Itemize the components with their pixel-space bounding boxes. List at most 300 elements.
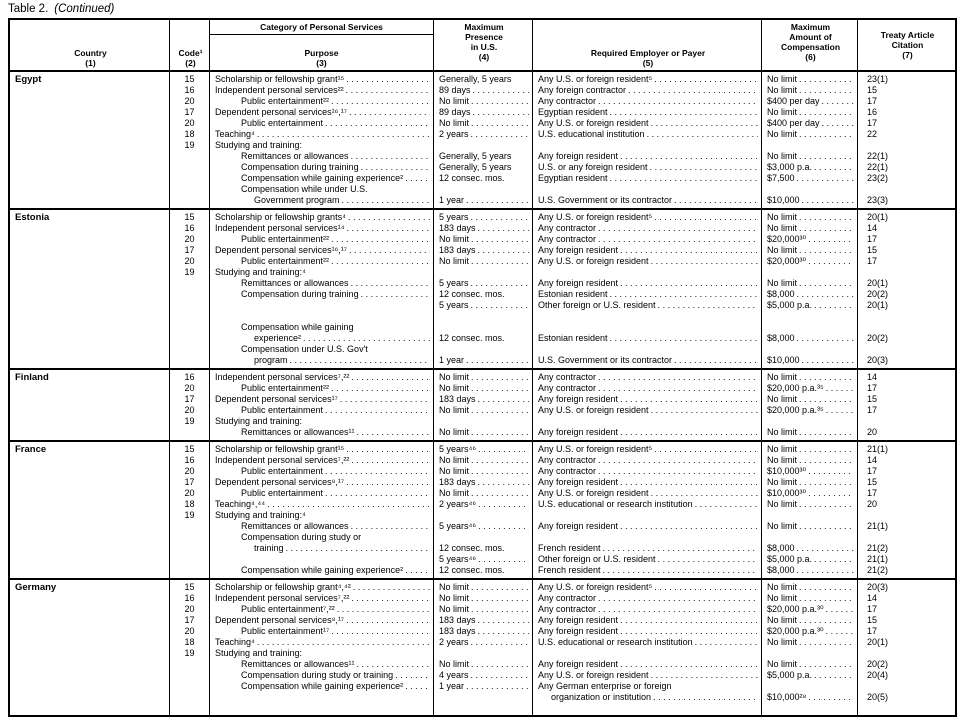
presence-line — [439, 532, 529, 543]
employer-line — [538, 532, 758, 543]
amount-line: $8,000 . . . — [767, 565, 854, 576]
purpose-line: Compensation while gaining experience² . . . — [215, 173, 430, 184]
citation-cell — [858, 72, 955, 208]
dot-leader — [301, 333, 430, 344]
presence-line — [439, 648, 529, 659]
code-value: 15 — [184, 74, 195, 84]
employer-line: Any U.S. or foreign resident⁵ . . . — [538, 212, 758, 223]
dot-leader — [797, 582, 854, 593]
purpose-line: Compensation under U.S. Gov't — [241, 344, 368, 354]
dot-leader — [464, 681, 529, 692]
code-value: 16 — [184, 223, 195, 233]
citation-line: 22(1) — [867, 162, 889, 172]
citation-line: 17 — [867, 118, 878, 128]
dot-leader — [596, 96, 758, 107]
employer-line: Any contractor . . . — [538, 593, 758, 604]
country-name: Germany — [15, 582, 57, 593]
presence-cell — [434, 370, 533, 440]
presence-line — [439, 322, 529, 333]
dot-leader — [403, 565, 430, 576]
citation-cell — [858, 370, 955, 440]
dot-leader — [476, 394, 529, 405]
presence-line: 12 consec. mos. — [439, 289, 505, 299]
amount-line: $20,000³⁰ . . . — [767, 234, 854, 245]
presence-line: No limit . . . — [439, 405, 529, 416]
employer-line: Any U.S. or foreign resident⁵ . . . — [538, 74, 758, 85]
dot-leader — [652, 74, 758, 85]
dot-leader — [359, 162, 430, 173]
dot-leader — [824, 405, 854, 416]
citation-line: 17 — [867, 234, 878, 244]
employer-line: French resident . . . — [538, 565, 758, 576]
employer-line: Any foreign resident . . . — [538, 521, 758, 532]
citation-line — [867, 532, 952, 543]
employer-line: Any foreign resident . . . — [538, 427, 758, 438]
amount-line: No limit . . . — [767, 499, 854, 510]
employer-line: Any U.S. or foreign resident . . . — [538, 405, 758, 416]
code-value: 17 — [184, 394, 195, 404]
country-name: France — [15, 444, 47, 455]
amount-line: No limit . . . — [767, 85, 854, 96]
dot-leader — [608, 333, 758, 344]
employer-line: Any U.S. or foreign resident⁵ . . . — [538, 582, 758, 593]
purpose-line: Teaching⁴,⁴⁴ . . . — [215, 499, 430, 510]
dot-leader — [626, 85, 758, 96]
code-value: 17 — [184, 245, 195, 255]
purpose-line: Public entertainment . . . — [215, 405, 430, 416]
dot-leader — [349, 151, 430, 162]
dot-leader — [469, 234, 529, 245]
code-value: 19 — [184, 267, 195, 277]
purpose-line: Public entertainment . . . — [215, 488, 430, 499]
dot-leader — [329, 626, 430, 637]
code-value: 18 — [184, 637, 195, 647]
dot-leader — [469, 300, 529, 311]
header-country-label: Country — [74, 48, 107, 58]
amount-line: $400 per day . . . — [767, 96, 854, 107]
dot-leader — [649, 488, 758, 499]
amount-cell — [762, 442, 858, 578]
purpose-line: Studying and training: — [215, 140, 303, 150]
dot-leader — [800, 195, 854, 206]
amount-line: $20,000 p.a.³⁰ . . . — [767, 626, 854, 637]
amount-line: $5,000 p.a. . . . — [767, 300, 854, 311]
country-section — [10, 440, 955, 578]
purpose-line: Government program . . . — [215, 195, 430, 206]
employer-line: Egyptian resident . . . — [538, 173, 758, 184]
amount-line: No limit . . . — [767, 74, 854, 85]
dot-leader — [469, 256, 529, 267]
presence-line: 1 year . . . — [439, 195, 529, 206]
header-country-number: (1) — [85, 58, 96, 68]
employer-line — [538, 311, 758, 322]
presence-line — [439, 416, 529, 427]
dot-leader — [649, 405, 758, 416]
presence-line — [439, 311, 529, 322]
code-value: 19 — [184, 416, 195, 426]
col-header-country — [10, 20, 170, 70]
amount-cell — [762, 370, 858, 440]
citation-line: 17 — [867, 488, 878, 498]
citation-line: 20(1) — [867, 300, 889, 310]
citation-line — [867, 648, 952, 659]
dot-leader — [601, 543, 758, 554]
dot-leader — [820, 96, 854, 107]
presence-line: 183 days . . . — [439, 223, 529, 234]
dot-leader — [648, 162, 758, 173]
dot-leader — [596, 223, 758, 234]
amount-line — [767, 648, 854, 659]
code-value: 20 — [184, 96, 195, 106]
amount-line — [767, 344, 854, 355]
purpose-line: Dependent personal services¹⁶,¹⁷ . . . — [215, 245, 430, 256]
employer-line: Any foreign resident . . . — [538, 151, 758, 162]
citation-line: 15 — [867, 394, 878, 404]
dot-leader — [806, 234, 854, 245]
dot-leader — [347, 107, 430, 118]
amount-cell — [762, 72, 858, 208]
employer-line: Any foreign resident . . . — [538, 615, 758, 626]
citation-line: 20(1) — [867, 212, 889, 222]
country-section — [10, 368, 955, 440]
purpose-cell — [210, 442, 434, 578]
presence-line: 183 days . . . — [439, 477, 529, 488]
code-value: 20 — [184, 405, 195, 415]
header-code-number: (2) — [185, 58, 196, 68]
code-value: 16 — [184, 85, 195, 95]
dot-leader — [476, 615, 529, 626]
code-value: 20 — [184, 383, 195, 393]
presence-line: 12 consec. mos. — [439, 565, 505, 575]
amount-cell — [762, 580, 858, 715]
dot-leader — [469, 455, 529, 466]
dot-leader — [795, 333, 854, 344]
purpose-line: program . . . — [215, 355, 430, 366]
dot-leader — [329, 96, 430, 107]
dot-leader — [797, 499, 854, 510]
presence-line: No limit . . . — [439, 256, 529, 267]
purpose-line: Public entertainment²² . . . — [215, 96, 430, 107]
purpose-line: Remittances or allowances¹¹ . . . — [215, 659, 430, 670]
presence-cell — [434, 442, 533, 578]
dot-leader — [359, 289, 430, 300]
purpose-line: Scholarship or fellowship grant¹⁵ . . . — [215, 444, 430, 455]
amount-line: $10,000 . . . — [767, 355, 854, 366]
purpose-line: Dependent personal services⁸,¹⁷ . . . — [215, 615, 430, 626]
amount-line — [767, 532, 854, 543]
employer-cell — [533, 72, 762, 208]
dot-leader — [672, 355, 758, 366]
col-header-code — [170, 20, 210, 70]
dot-leader — [469, 488, 529, 499]
amount-line: No limit . . . — [767, 372, 854, 383]
table-header — [10, 20, 955, 70]
citation-line: 23(2) — [867, 173, 889, 183]
presence-line: 2 years . . . — [439, 637, 529, 648]
amount-line: $20,000 p.a.³⁵ . . . — [767, 405, 854, 416]
amount-line: $400 per day . . . — [767, 118, 854, 129]
purpose-line: Remittances or allowances . . . — [215, 521, 430, 532]
code-cell — [170, 72, 210, 208]
presence-line: 183 days . . . — [439, 615, 529, 626]
dot-leader — [329, 383, 430, 394]
dot-leader — [340, 195, 430, 206]
table-body — [10, 70, 955, 715]
amount-line: $10,000³⁰ . . . — [767, 488, 854, 499]
amount-line: No limit . . . — [767, 477, 854, 488]
country-section — [10, 578, 955, 715]
purpose-line: Remittances or allowances¹¹ . . . — [215, 427, 430, 438]
code-value: 20 — [184, 118, 195, 128]
amount-line: No limit . . . — [767, 212, 854, 223]
dot-leader — [618, 521, 758, 532]
presence-line: Generally, 5 years — [439, 162, 512, 172]
dot-leader — [797, 223, 854, 234]
amount-line: No limit . . . — [767, 151, 854, 162]
employer-line: Any contractor . . . — [538, 96, 758, 107]
dot-leader — [349, 455, 430, 466]
code-value: 15 — [184, 212, 195, 222]
presence-line: 5 years . . . — [439, 300, 529, 311]
dot-leader — [797, 212, 854, 223]
dot-leader — [797, 593, 854, 604]
amount-line: No limit . . . — [767, 394, 854, 405]
dot-leader — [335, 604, 430, 615]
presence-line: 5 years⁴⁶ . . . — [439, 444, 529, 455]
purpose-line: Teaching⁴ . . . — [215, 637, 430, 648]
purpose-line: Scholarship or fellowship grant⁴,⁴² . . . — [215, 582, 430, 593]
citation-line — [867, 681, 952, 692]
header-code-label: Code¹ — [178, 48, 203, 58]
amount-line: No limit . . . — [767, 107, 854, 118]
presence-line: No limit . . . — [439, 234, 529, 245]
code-value: 18 — [184, 499, 195, 509]
amount-line — [767, 311, 854, 322]
dot-leader — [795, 289, 854, 300]
dot-leader — [323, 405, 430, 416]
dot-leader — [329, 234, 430, 245]
citation-line: 17 — [867, 604, 878, 614]
amount-line: $10,000²⁸ . . . — [767, 692, 854, 703]
dot-leader — [349, 372, 430, 383]
employer-line: Any foreign resident . . . — [538, 626, 758, 637]
code-value: 19 — [184, 140, 195, 150]
employer-line — [538, 416, 758, 427]
code-cell — [170, 442, 210, 578]
dot-leader — [349, 521, 430, 532]
citation-line: 14 — [867, 372, 878, 382]
employer-line: U.S. educational institution . . . — [538, 129, 758, 140]
citation-line: 20(1) — [867, 278, 889, 288]
dot-leader — [618, 278, 758, 289]
dot-leader — [797, 107, 854, 118]
dot-leader — [346, 212, 430, 223]
presence-line: 5 years⁴⁶ . . . — [439, 554, 529, 565]
dot-leader — [596, 455, 758, 466]
dot-leader — [464, 195, 529, 206]
citation-line: 17 — [867, 466, 878, 476]
dot-leader — [355, 659, 430, 670]
presence-line: No limit . . . — [439, 372, 529, 383]
dot-leader — [596, 593, 758, 604]
employer-line: U.S. educational or research institution . . . — [538, 499, 758, 510]
code-cell — [170, 210, 210, 368]
employer-cell — [533, 210, 762, 368]
code-value: 19 — [184, 510, 195, 520]
employer-line — [538, 648, 758, 659]
employer-line: Any foreign resident . . . — [538, 659, 758, 670]
amount-line: No limit . . . — [767, 278, 854, 289]
dot-leader — [476, 499, 529, 510]
country-cell — [10, 210, 170, 368]
dot-leader — [469, 582, 529, 593]
dot-leader — [403, 173, 430, 184]
dot-leader — [618, 659, 758, 670]
code-value: 17 — [184, 107, 195, 117]
purpose-line: Compensation during training . . . — [215, 162, 430, 173]
dot-leader — [645, 129, 758, 140]
amount-line — [767, 416, 854, 427]
dot-leader — [329, 256, 430, 267]
dot-leader — [469, 637, 529, 648]
citation-line: 14 — [867, 455, 878, 465]
employer-cell — [533, 580, 762, 715]
citation-line — [867, 311, 952, 322]
dot-leader — [649, 670, 758, 681]
employer-line: Estonian resident . . . — [538, 289, 758, 300]
presence-line: 12 consec. mos. — [439, 333, 505, 343]
dot-leader — [797, 659, 854, 670]
dot-leader — [618, 427, 758, 438]
dot-leader — [649, 256, 758, 267]
purpose-line: Compensation while gaining experience² . . . — [215, 565, 430, 576]
page-title — [8, 3, 114, 15]
presence-line: No limit . . . — [439, 488, 529, 499]
presence-line: No limit . . . — [439, 604, 529, 615]
category-span-header: Category of Personal Services — [210, 20, 433, 35]
purpose-line — [215, 692, 430, 703]
amount-line — [767, 681, 854, 692]
dot-leader — [344, 444, 430, 455]
amount-line — [767, 510, 854, 521]
employer-line: Other foreign or U.S. resident . . . — [538, 554, 758, 565]
citation-line: 22(1) — [867, 151, 889, 161]
presence-line: 2 years⁴⁶ . . . — [439, 499, 529, 510]
continued-label: (Continued) — [54, 3, 115, 15]
dot-leader — [652, 444, 758, 455]
purpose-line: Remittances or allowances . . . — [215, 151, 430, 162]
dot-leader — [355, 427, 430, 438]
dot-leader — [820, 118, 854, 129]
amount-line: No limit . . . — [767, 245, 854, 256]
dot-leader — [344, 477, 430, 488]
amount-line: No limit . . . — [767, 455, 854, 466]
employer-line: organization or institution . . . — [538, 692, 758, 703]
employer-cell — [533, 370, 762, 440]
header-purpose-label: Purpose — [304, 48, 339, 58]
dot-leader — [795, 565, 854, 576]
employer-line — [538, 344, 758, 355]
purpose-line: Studying and training:⁴ — [215, 267, 306, 277]
amount-line — [767, 140, 854, 151]
dot-leader — [608, 173, 758, 184]
dot-leader — [323, 488, 430, 499]
dot-leader — [349, 593, 430, 604]
code-value: 20 — [184, 234, 195, 244]
employer-line: Other foreign or U.S. resident . . . — [538, 300, 758, 311]
country-name: Egypt — [15, 74, 42, 85]
purpose-line: Dependent personal services¹⁶,¹⁷ . . . — [215, 107, 430, 118]
dot-leader — [265, 499, 430, 510]
purpose-line: Scholarship or fellowship grant¹⁵ . . . — [215, 74, 430, 85]
dot-leader — [393, 670, 430, 681]
employer-line: Estonian resident . . . — [538, 333, 758, 344]
presence-line: 183 days . . . — [439, 245, 529, 256]
citation-line: 22 — [867, 129, 878, 139]
purpose-line: Public entertainment²² . . . — [215, 234, 430, 245]
dot-leader — [476, 444, 529, 455]
employer-line: Any foreign resident . . . — [538, 245, 758, 256]
presence-line: No limit . . . — [439, 593, 529, 604]
purpose-line: Studying and training: — [215, 648, 303, 658]
citation-line: 20(3) — [867, 355, 889, 365]
purpose-line: Dependent personal services⁸,¹⁷ . . . — [215, 477, 430, 488]
employer-line: Any U.S. or foreign resident . . . — [538, 256, 758, 267]
presence-line: No limit . . . — [439, 466, 529, 477]
purpose-line: Compensation during training . . . — [215, 289, 430, 300]
purpose-cell — [210, 580, 434, 715]
citation-line: 21(1) — [867, 554, 889, 564]
presence-line: 89 days . . . — [439, 107, 529, 118]
employer-line: Any foreign resident . . . — [538, 477, 758, 488]
citation-line: 14 — [867, 593, 878, 603]
purpose-line — [215, 554, 430, 565]
purpose-line: Independent personal services⁷,²² . . . — [215, 372, 430, 383]
code-value: 20 — [184, 256, 195, 266]
dot-leader — [806, 256, 854, 267]
dot-leader — [344, 615, 430, 626]
citation-line: 20(4) — [867, 670, 889, 680]
col-header-employer: Required Employer or Payer (5) — [533, 20, 762, 70]
purpose-cell — [210, 72, 434, 208]
amount-line — [767, 322, 854, 333]
purpose-line: Public entertainment²² . . . — [215, 383, 430, 394]
amount-line: $20,000 p.a.³⁰ . . . — [767, 604, 854, 615]
dot-leader — [812, 670, 854, 681]
code-value: 16 — [184, 593, 195, 603]
country-cell — [10, 580, 170, 715]
amount-line: No limit . . . — [767, 427, 854, 438]
citation-line: 21(2) — [867, 565, 889, 575]
presence-line: 2 years . . . — [439, 129, 529, 140]
employer-line — [538, 267, 758, 278]
presence-line: 1 year . . . — [439, 355, 529, 366]
purpose-line: Scholarship or fellowship grants⁴ . . . — [215, 212, 430, 223]
amount-line: No limit . . . — [767, 593, 854, 604]
employer-line — [538, 140, 758, 151]
dot-leader — [618, 477, 758, 488]
presence-line: No limit . . . — [439, 455, 529, 466]
presence-line: Generally, 5 years — [439, 74, 512, 84]
dot-leader — [469, 96, 529, 107]
employer-line — [538, 510, 758, 521]
dot-leader — [476, 521, 529, 532]
presence-line: No limit . . . — [439, 659, 529, 670]
citation-cell — [858, 580, 955, 715]
header-purpose-number: (3) — [316, 58, 327, 68]
col-header-amount: Maximum Amount of Compensation (6) — [762, 20, 858, 70]
employer-line: Any foreign resident . . . — [538, 278, 758, 289]
